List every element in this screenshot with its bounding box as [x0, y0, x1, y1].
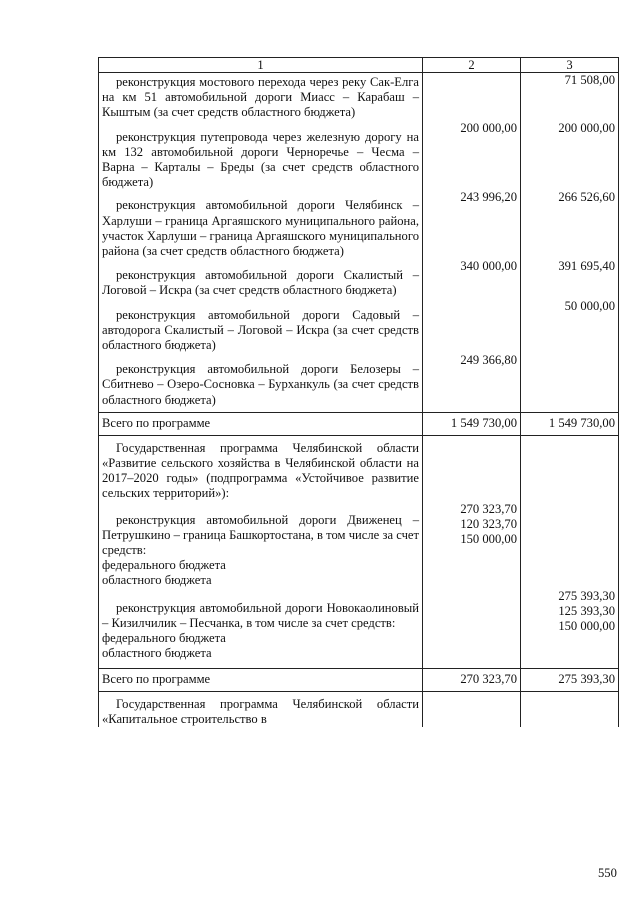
row-value-col3: 50 000,00 — [564, 298, 615, 313]
total-row — [99, 412, 619, 435]
page-number: 550 — [598, 866, 617, 880]
row-description: реконструкция автомобильной дороги Скалистый – Логовой – Искра (за счет средств областного бюджета) — [102, 268, 419, 298]
table-row — [99, 589, 619, 668]
row-value-col2: 249 366,80 — [460, 353, 517, 368]
program-title: Государственная программа Челябинской области «Капитальное строительство в — [102, 696, 419, 726]
row-value-col3: 200 000,00 — [558, 120, 615, 135]
header-col-2: 2 — [423, 58, 521, 73]
total-value-col3: 1 549 730,00 — [548, 416, 615, 431]
table-row — [99, 299, 619, 354]
row-value-col3-total: 275 393,30 — [558, 588, 615, 603]
program-title-row — [99, 435, 619, 501]
row-value-col2-federal: 120 323,70 — [460, 516, 517, 531]
total-label: Всего по программе — [102, 671, 211, 686]
row-value-col2-regional: 150 000,00 — [460, 532, 517, 547]
total-value-col2: 1 549 730,00 — [450, 416, 517, 431]
row-sub-federal: федерального бюджета — [102, 558, 226, 573]
program-title: Государственная программа Челябинской области «Развитие сельского хозяйства в Челябинской области на 2017–2020 годы» (подпрограмма «Устойчивое развитие сельских территорий»): — [102, 440, 419, 501]
row-description: реконструкция путепровода через железную дорогу на км 132 автомобильной дороги Черноречье – Чесма – Варна – Карталы – Бреды (за счет средств областного бюджета) — [102, 129, 419, 190]
program-title-row — [99, 691, 619, 727]
row-sub-regional: областного бюджета — [102, 646, 212, 661]
row-value-col3: 391 695,40 — [558, 259, 615, 274]
row-sub-federal: федерального бюджета — [102, 631, 226, 646]
total-value-col2: 270 323,70 — [460, 671, 517, 686]
table-header-row — [99, 58, 619, 73]
table-row — [99, 121, 619, 191]
row-value-col3: 71 508,00 — [564, 73, 615, 87]
header-col-3: 3 — [521, 58, 619, 73]
table-row — [99, 353, 619, 412]
row-value-col2: 200 000,00 — [460, 120, 517, 135]
budget-table — [98, 57, 619, 727]
table-row — [99, 190, 619, 259]
row-value-col2-total: 270 323,70 — [460, 501, 517, 516]
row-value-col2: 340 000,00 — [460, 259, 517, 274]
total-row — [99, 668, 619, 691]
total-value-col3: 275 393,30 — [558, 671, 615, 686]
row-description: реконструкция автомобильной дороги Новокаолиновый – Кизилчилик – Песчанка, в том числе за счет средств: — [102, 600, 419, 630]
row-description: реконструкция автомобильной дороги Садовый – автодорога Скалистый – Логовой – Искра (за счет средств областного бюджета) — [102, 307, 419, 353]
row-value-col2: 243 996,20 — [460, 190, 517, 205]
table-row — [99, 502, 619, 589]
row-description: реконструкция автомобильной дороги Челябинск – Харлуши – граница Аргаяшского муниципального района, участок Харлуши – граница Аргаяшского муниципального района (за счет средств областного бюджета) — [102, 198, 419, 259]
row-value-col3: 266 526,60 — [558, 190, 615, 205]
table-row — [99, 259, 619, 298]
header-col-1: 1 — [99, 58, 423, 73]
row-description: реконструкция автомобильной дороги Движенец – Петрушкино – граница Башкортостана, в том числе за счет средств: — [102, 512, 419, 558]
total-label: Всего по программе — [102, 416, 211, 431]
row-description: реконструкция автомобильной дороги Белозеры – Сбитнево – Озеро-Сосновка – Бурханкуль (за счет средств областного бюджета) — [102, 362, 419, 407]
row-sub-regional: областного бюджета — [102, 573, 212, 588]
row-description: реконструкция мостового перехода через реку Сак-Елга на км 51 автомобильной дороги Миасс – Карабаш – Кыштым (за счет средств областного бюджета) — [102, 75, 419, 120]
row-value-col3-regional: 150 000,00 — [558, 619, 615, 634]
table-row — [99, 73, 619, 121]
row-value-col3-federal: 125 393,30 — [558, 603, 615, 618]
